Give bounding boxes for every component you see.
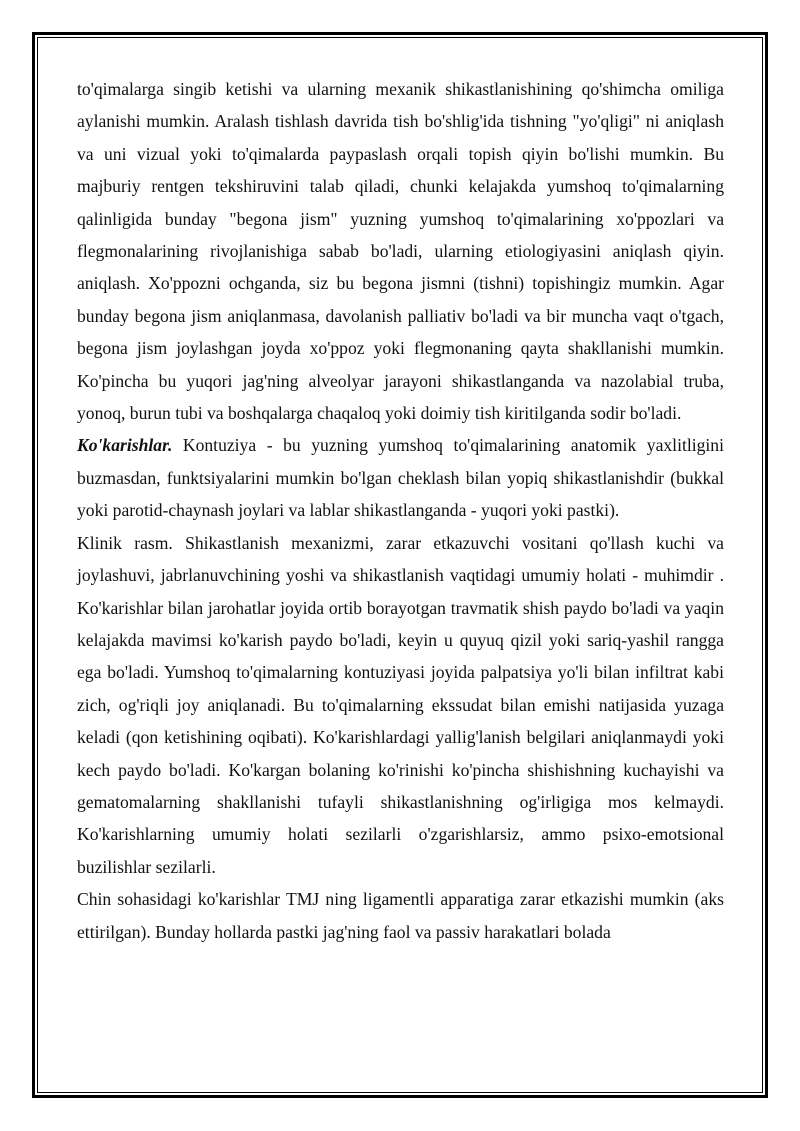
document-body: [77, 73, 724, 948]
paragraph-text: Kontuziya - bu yuzning yumshoq to'qimalarining anatomik yaxlitligini buzmasdan, funktsiyalarini mumkin bo'lgan cheklash bilan yopiq shikastlanishdir (bukkal yoki parotid-chaynash joylari va lablar shikastlanganda - yuqori yoki pastki).: [77, 435, 724, 521]
section-heading-bruises: Ko'karishlar.: [77, 435, 173, 456]
paragraph-chin-bruises: [77, 883, 724, 948]
paragraph-text: Klinik rasm. Shikastlanish mexanizmi, zarar etkazuvchi vositani qo'llash kuchi va joylashuvi, jabrlanuvchining yoshi va shikastlanish vaqtidagi umumiy holati - muhimdir . Ko'karishlar bilan jarohatlar joyida ortib borayotgan travmatik shish paydo bo'ladi va yaqin kelajakda mavimsi ko'karish paydo bo'ladi, keyin u quyuq qizil yoki sariq-yashil rangga ega bo'ladi. Yumshoq to'qimalarning kontuziyasi joyida palpatsiya yo'li bilan infiltrat kabi zich, og'riqli joy aniqlanadi. Bu to'qimalarning ekssudat bilan emishi natijasida yuzaga keladi (qon ketishining oqibati). Ko'karishlardagi yallig'lanish belgilari aniqlanmaydi yoki kech paydo bo'ladi. Ko'kargan bolaning ko'rinishi ko'pincha shishishning kuchayishi va gematomalarning shakllanishi tufayli shikastlanishning og'irligiga mos kelmaydi. Ko'karishlarning umumiy holati sezilarli o'zgarishlarsiz, ammo psixo-emotsional buzilishlar sezilarli.: [77, 532, 724, 877]
paragraph-text: Chin sohasidagi ko'karishlar TMJ ning ligamentli apparatiga zarar etkazishi mumkin (aks ettirilgan). Bunday hollarda pastki jag'ning faol va passiv harakatlari bolada: [77, 889, 724, 942]
paragraph-text: to'qimalarga singib ketishi va ularning mexanik shikastlanishining qo'shimcha omiliga aylanishi mumkin. Aralash tishlash davrida tish bo'shlig'ida tishning "yo'qligi" ni aniqlash va uni vizual yoki to'qimalarda paypaslash orqali topish qiyin bo'lishi mumkin. Bu majburiy rentgen tekshiruvini talab qiladi, chunki kelajakda yumshoq to'qimalarning qalinligida bunday "begona jism" yuzning yumshoq to'qimalarining xo'ppozlari va flegmonalarining rivojlanishiga sabab bo'ladi, ularning etiologiyasini aniqlash qiyin. aniqlash. Xo'ppozni ochganda, siz bu begona jismni (tishni) topishingiz mumkin. Agar bunday begona jism aniqlanmasa, davolanish palliativ bo'ladi va bir muncha vaqt o'tgach, begona jism joylashgan joyda xo'ppoz yoki flegmonaning qayta shakllanishi mumkin. Ko'pincha bu yuqori jag'ning alveolyar jarayoni shikastlanganda va nazolabial truba, yonoq, burun tubi va boshqalarga chaqaloq yoki doimiy tish kiritilganda sodir bo'ladi.: [77, 79, 724, 424]
paragraph-foreign-body: [77, 73, 724, 429]
paragraph-clinical-picture: [77, 527, 724, 883]
paragraph-bruises-definition: [77, 429, 724, 526]
